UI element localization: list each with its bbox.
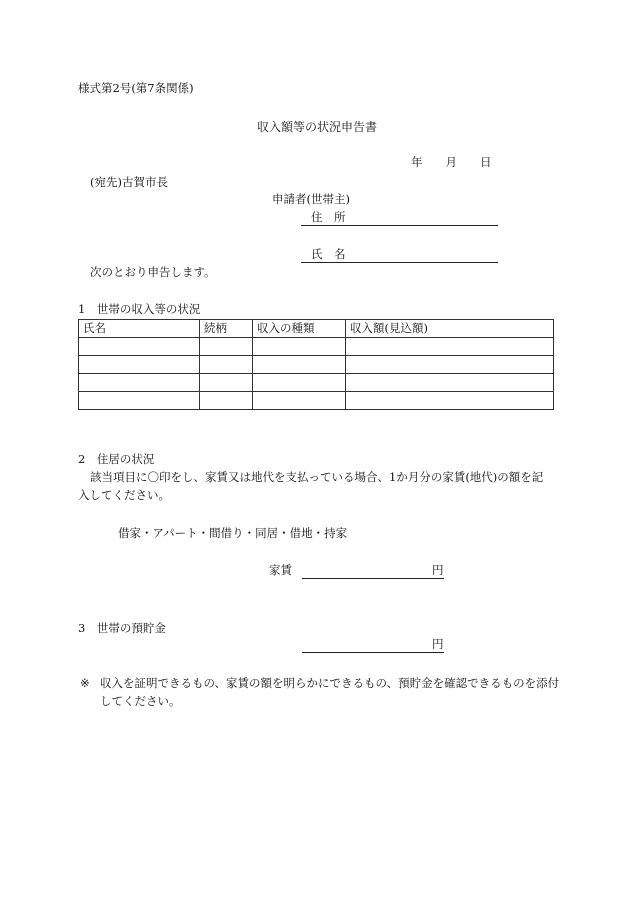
table-cell[interactable] (200, 392, 253, 410)
table-cell[interactable] (253, 392, 346, 410)
rent-field[interactable] (302, 578, 444, 579)
table-header-row (79, 320, 554, 338)
table-cell[interactable] (253, 338, 346, 356)
document-title: 収入額等の状況申告書 (257, 120, 378, 134)
savings-field[interactable] (302, 652, 444, 653)
income-table (78, 319, 554, 410)
date-line: 年 月 日 (411, 155, 492, 169)
table-cell[interactable] (253, 374, 346, 392)
column-header-name: 氏名 (79, 320, 200, 338)
section2-instruction: 該当項目に〇印をし、家賃又は地代を支払っている場合、1か月分の家賃(地代)の額を記入してください。 (78, 470, 544, 502)
rent-label: 家賃 (269, 563, 292, 577)
table-cell[interactable] (79, 356, 200, 374)
table-cell[interactable] (200, 356, 253, 374)
table-row (79, 392, 554, 410)
applicant-label: 申請者(世帯主) (272, 192, 350, 206)
table-row (79, 356, 554, 374)
table-cell[interactable] (79, 392, 200, 410)
table-row (79, 374, 554, 392)
name-field[interactable] (301, 262, 498, 263)
table-cell[interactable] (346, 374, 554, 392)
rent-unit: 円 (432, 563, 444, 577)
form-number: 様式第2号(第7条関係) (78, 81, 194, 95)
section1-heading: 1 世帯の収入等の状況 (78, 302, 201, 316)
name-label: 氏 名 (311, 247, 346, 261)
address-field[interactable] (301, 225, 498, 226)
table-cell[interactable] (346, 356, 554, 374)
address-label: 住 所 (311, 210, 346, 224)
table-cell[interactable] (200, 374, 253, 392)
table-cell[interactable] (79, 374, 200, 392)
section2-heading: 2 住居の状況 (78, 452, 155, 466)
table-cell[interactable] (79, 338, 200, 356)
table-cell[interactable] (346, 338, 554, 356)
note-text: 収入を証明できるもの、家賃の額を明らかにできるもの、預貯金を確認できるものを添付してください。 (100, 676, 560, 708)
table-cell[interactable] (200, 338, 253, 356)
column-header-income-amount: 収入額(見込額) (346, 320, 554, 338)
column-header-income-type: 収入の種類 (253, 320, 346, 338)
table-row (79, 338, 554, 356)
housing-options[interactable]: 借家・アパート・間借り・同居・借地・持家 (118, 526, 348, 540)
table-cell[interactable] (346, 392, 554, 410)
note-mark: ※ (80, 676, 90, 690)
intro-text: 次のとおり申告します。 (90, 265, 216, 279)
table-cell[interactable] (253, 356, 346, 374)
addressee: (宛先)古賀市長 (90, 175, 168, 189)
column-header-relation: 続柄 (200, 320, 253, 338)
section3-heading: 3 世帯の預貯金 (78, 621, 166, 635)
savings-unit: 円 (432, 637, 444, 651)
